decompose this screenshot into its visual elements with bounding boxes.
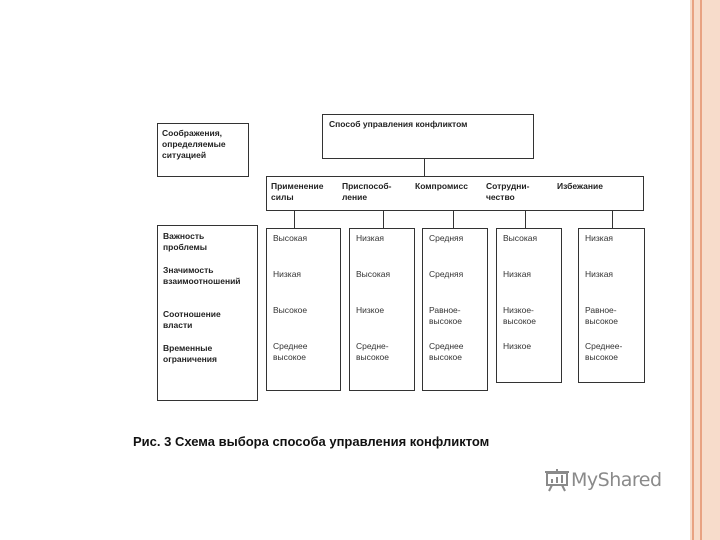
cell-accommodation-importance: Низкая bbox=[356, 233, 385, 243]
cell-collaboration-relationships: Низкая bbox=[503, 269, 532, 279]
column-avoidance bbox=[578, 228, 645, 383]
connector-col-2 bbox=[383, 211, 384, 228]
cell-collaboration-time: Низкое bbox=[503, 341, 532, 351]
slide-border-line-right bbox=[700, 0, 702, 540]
cell-compromise-importance: Средняя bbox=[429, 233, 464, 243]
logo-text: MyShared bbox=[571, 469, 662, 491]
cell-accommodation-power: Низкое bbox=[356, 305, 385, 315]
column-compromise bbox=[422, 228, 488, 391]
cell-force-relationships: Низкая bbox=[273, 269, 302, 279]
column-collaboration bbox=[496, 228, 562, 383]
column-accommodation bbox=[349, 228, 415, 391]
cell-avoidance-importance: Низкая bbox=[585, 233, 614, 243]
method-compromise: Компромисс bbox=[415, 181, 468, 191]
column-force bbox=[266, 228, 341, 391]
factor-importance: Важность проблемы bbox=[163, 231, 208, 252]
top-box-label: Способ управления конфликтом bbox=[329, 119, 468, 129]
cell-avoidance-relationships: Низкая bbox=[585, 269, 614, 279]
cell-compromise-relationships: Средняя bbox=[429, 269, 464, 279]
cell-compromise-time: Среднее высокое bbox=[429, 341, 464, 362]
method-force: Применение силы bbox=[271, 181, 324, 202]
method-avoidance: Избежание bbox=[557, 181, 603, 191]
connector-col-4 bbox=[525, 211, 526, 228]
factor-relationships: Значимость взаимоотношений bbox=[163, 265, 241, 286]
cell-compromise-power: Равное- высокое bbox=[429, 305, 462, 326]
myshared-logo[interactable] bbox=[545, 468, 662, 492]
cell-accommodation-relationships: Высокая bbox=[356, 269, 391, 279]
cell-collaboration-power: Низкое- высокое bbox=[503, 305, 536, 326]
slide-border-strip bbox=[690, 0, 720, 540]
method-accommodation: Приспособ- ление bbox=[342, 181, 392, 202]
cell-avoidance-time: Среднее- высокое bbox=[585, 341, 623, 362]
cell-force-importance: Высокая bbox=[273, 233, 308, 243]
connector-col-3 bbox=[453, 211, 454, 228]
connector-col-5 bbox=[612, 211, 613, 228]
method-collaboration: Сотрудни- чество bbox=[486, 181, 530, 202]
top-box bbox=[322, 114, 534, 159]
methods-box bbox=[266, 176, 644, 211]
cell-force-power: Высокое bbox=[273, 305, 308, 315]
situation-label: Соображения, определяемые ситуацией bbox=[162, 128, 226, 160]
cell-accommodation-time: Средне- высокое bbox=[356, 341, 389, 362]
slide-border-line-left bbox=[692, 0, 694, 540]
figure-caption: Рис. 3 Схема выбора способа управления конфликтом bbox=[133, 434, 490, 449]
connector-top bbox=[424, 159, 425, 176]
cell-collaboration-importance: Высокая bbox=[503, 233, 538, 243]
cell-avoidance-power: Равное- высокое bbox=[585, 305, 618, 326]
presentation-icon bbox=[545, 468, 571, 492]
cell-force-time: Среднее высокое bbox=[273, 341, 308, 362]
factor-power: Соотношение власти bbox=[163, 309, 221, 330]
factors-box bbox=[157, 225, 258, 401]
factor-time: Временные ограничения bbox=[163, 343, 217, 364]
connector-col-1 bbox=[294, 211, 295, 228]
situation-box bbox=[157, 123, 249, 177]
